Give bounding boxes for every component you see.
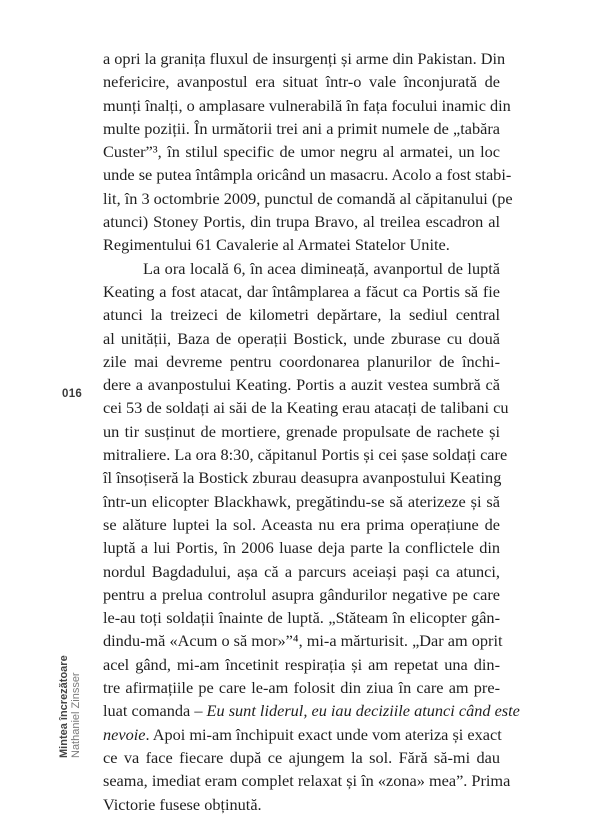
text-line: multe poziții. În următorii trei ani a primit numele de „tabăra	[103, 118, 500, 138]
text-line: într-un elicopter Blackhawk, pregătindu-se să aterizeze și să	[103, 491, 500, 511]
author-name: Nathaniel Zinsser	[70, 672, 82, 758]
running-head	[58, 655, 82, 758]
text-line: lit, în 3 octombrie 2009, punctul de comandă al căpitanului (pe	[103, 188, 513, 208]
text-line: Custer”³, în stilul specific de umor negru al armatei, un loc	[103, 142, 500, 162]
text-line: Keating a fost atacat, dar întâmplarea a făcut ca Portis să fie	[103, 281, 500, 301]
book-title: Mintea încrezătoare	[58, 655, 70, 758]
text-line: cei 53 de soldați ai săi de la Keating erau atacați de talibani cu	[103, 398, 509, 418]
page-number: 016	[62, 388, 83, 400]
text-run: . Apoi mi-am închipuit exact unde vom ateriza și exact	[145, 724, 502, 744]
text-line: mitraliere. La ora 8:30, căpitanul Portis și cei șase soldați care	[103, 445, 508, 465]
text-line: tre afirmațiile pe care le-am folosit din ziua în care am pre-	[103, 678, 500, 698]
text-line: dindu-mă «Acum o să mor»”⁴, mi-a mărturisit. „Dar am oprit	[103, 631, 503, 651]
text-line: munți înalți, o amplasare vulnerabilă în fața focului inamic din	[103, 95, 511, 115]
text-line: Victorie fusese obținută.	[103, 794, 262, 814]
text-line: acel gând, mi-am încetinit respirația și am repetat una din-	[103, 654, 500, 674]
text-line: a opri la granița fluxul de insurgenți și arme din Pakistan. Din	[103, 49, 506, 68]
text-line: un tir susținut de mortiere, grenade propulsate de rachete și	[103, 421, 500, 441]
text-line: al unității, Baza de operații Bostick, unde zburase cu două	[103, 328, 500, 348]
text-line: atunci la treizeci de kilometri depărtare, la sediul central	[103, 305, 500, 325]
italic-quote: Eu sunt liderul, eu iau deciziile atunci când este	[206, 701, 520, 721]
text-line: atunci) Stoney Portis, din trupa Bravo, al treilea escadron al	[103, 212, 500, 232]
text-line: nefericire, avanpostul era situat într-o vale înconjurată de	[103, 72, 500, 92]
text-line: Regimentului 61 Cavalerie al Armatei Statelor Unite.	[103, 235, 450, 255]
italic-quote-end: nevoie	[103, 724, 146, 744]
text-line: se alăture luptei la sol. Aceasta nu era prima operațiune de	[103, 514, 500, 534]
text-line: nordul Bagdadului, așa că a parcurs aceiași pași ca atunci,	[103, 561, 500, 581]
text-line: zile mai devreme pentru coordonarea planurilor de închi-	[103, 351, 500, 371]
text-run: luat comanda –	[103, 701, 203, 721]
text-line: îl însoțiseră la Bostick zburau deasupra avanpostului Keating	[103, 468, 502, 488]
text-line-mixed	[103, 699, 520, 722]
text-line: seama, imediat eram complet relaxat și în «zona» mea”. Prima	[103, 771, 511, 791]
text-line: luptă a lui Portis, în 2006 luase deja parte la conflictele din	[103, 538, 500, 558]
text-line: pentru a prelua controlul asupra gândurilor negative pe care	[103, 584, 500, 604]
text-line: ce va face fiecare după ce ajungem la sol. Fără să-mi dau	[103, 747, 500, 767]
text-line-mixed	[103, 723, 500, 746]
paragraph-first-line: La ora locală 6, în acea dimineață, avanportul de luptă	[143, 258, 500, 278]
body-text	[103, 47, 520, 816]
text-line: unde se putea întâmpla oricând un masacru. Acolo a fost stabi-	[103, 165, 512, 185]
text-line: le-au toți soldații înainte de luptă. „Stăteam în elicopter gân-	[103, 608, 500, 628]
text-line: dere a avanpostului Keating. Portis a auzit vestea sumbră că	[103, 375, 500, 395]
